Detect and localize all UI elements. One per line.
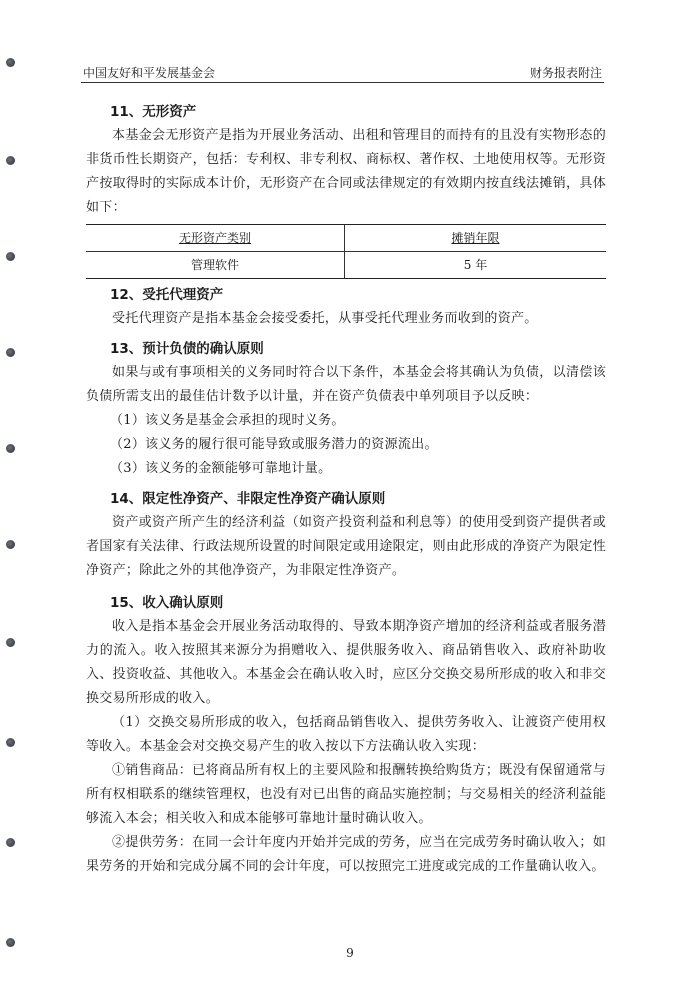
binding-hole [6,540,15,549]
table-cell: 5 年 [345,252,607,279]
list-item: （2）该义务的履行很可能导致或服务潜力的资源流出。 [110,437,438,452]
binding-hole [6,58,15,67]
table-header-cell: 无形资产类别 [86,225,345,252]
section-title-14: 14、限定性净资产、非限定性净资产确认原则 [110,491,386,507]
section-title-11: 11、无形资产 [110,104,197,120]
page-content [86,100,606,879]
table-cell: 管理软件 [86,252,345,279]
section-para-14: 资产或资产所产生的经济利益（如资产投资利益和利息等）的使用受到资产提供者或者国家有关法律、行政法规所设置的时间限定或用途限定，则由此形成的净资产为限定性净资产；除此之外的其他净资产，为非限定性净资产。 [86,515,606,578]
binding-hole [6,738,15,747]
table-header-cell: 摊销年限 [345,225,607,252]
list-item: （1）该义务是基金会承担的现时义务。 [110,413,345,428]
page-number: 9 [346,946,354,960]
section-title-13: 13、预计负债的确认原则 [110,341,264,357]
table-header-row [86,225,606,252]
binding-hole [6,348,15,357]
header-org: 中国友好和平发展基金会 [83,66,216,80]
section-para-15-2: （1）交换交易所形成的收入，包括商品销售收入、提供劳务收入、让渡资产使用权等收入。本基金会对交换交易产生的收入按以下方法确认收入实现： [86,715,606,754]
section-title-12: 12、受托代理资产 [110,287,224,303]
page-header [81,62,604,83]
binding-hole [6,252,15,261]
section-para-15-4: ②提供劳务：在同一会计年度内开始并完成的劳务，应当在完成劳务时确认收入；如果劳务的开始和完成分属不同的会计年度，可以按照完工进度或完成的工作量确认收入。 [86,835,606,874]
binding-hole [6,444,15,453]
binding-hole [6,838,15,847]
amortization-table [86,224,606,279]
binding-hole [6,156,15,165]
section-para-15-3: ①销售商品：已将商品所有权上的主要风险和报酬转换给购货方；既没有保留通常与所有权相联系的继续管理权，也没有对已出售的商品实施控制；与交易相关的经济利益能够流入本会；相关收入和成本能够可靠地计量时确认收入。 [86,763,606,826]
section-para-12: 受托代理资产是指本基金会接受委托，从事受托代理业务而收到的资产。 [112,311,538,326]
list-item: （3）该义务的金额能够可靠地计量。 [110,461,332,476]
section-para-15-1: 收入是指本基金会开展业务活动取得的、导致本期净资产增加的经济利益或者服务潜力的流入。收入按照其来源分为捐赠收入、提供服务收入、商品销售收入、政府补助收入、投资收益、其他收入。本基金会在确认收入时，应区分交换交易所形成的收入和非交换交易所形成的收入。 [86,619,606,706]
table-row [86,252,606,279]
section-para-11: 本基金会无形资产是指为开展业务活动、出租和管理目的而持有的且没有实物形态的非货币性长期资产，包括：专利权、非专利权、商标权、著作权、土地使用权等。无形资产按取得时的实际成本计价，无形资产在合同或法律规定的有效期内按直线法摊销，具体如下： [86,128,606,215]
section-title-15: 15、收入确认原则 [110,595,224,611]
section-para-13: 如果与或有事项相关的义务同时符合以下条件，本基金会将其确认为负债，以清偿该负债所需支出的最佳估计数予以计量，并在资产负债表中单列项目予以反映： [86,365,606,404]
binding-hole [6,638,15,647]
header-doc-type: 财务报表附注 [529,66,602,80]
